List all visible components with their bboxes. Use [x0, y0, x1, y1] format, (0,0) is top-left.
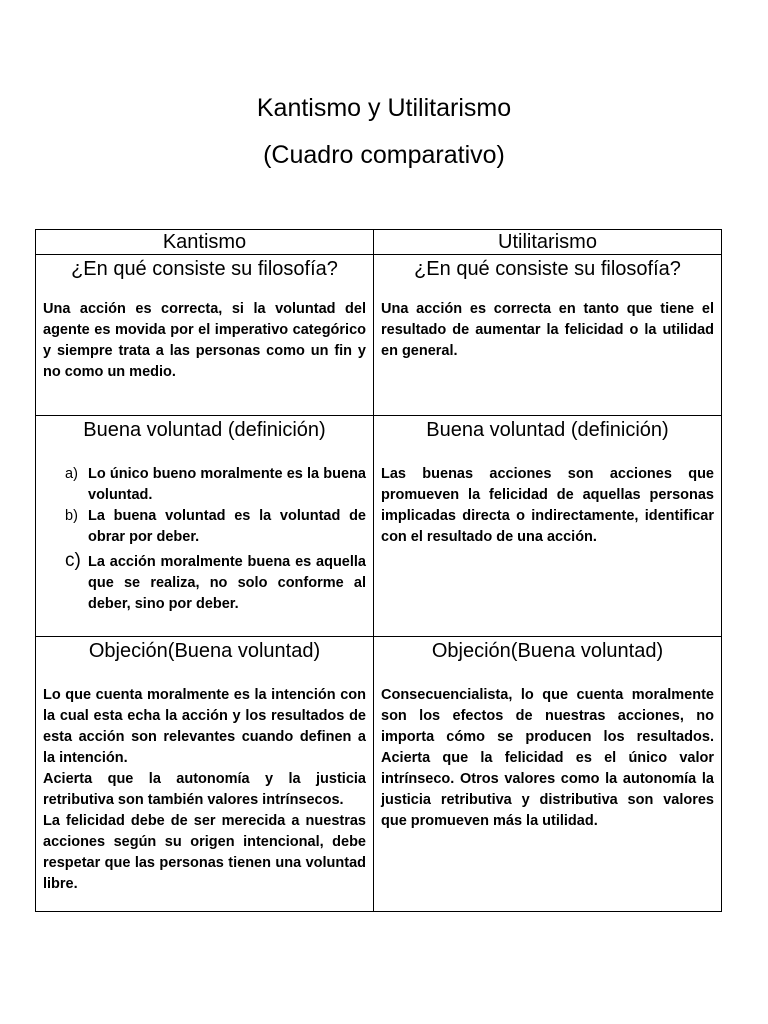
- row-heading: Objeción(Buena voluntad): [431, 640, 664, 662]
- list-item: [65, 506, 366, 548]
- paragraph: Acierta que la autonomía y la justicia retributiva son también valores intrínsecos.: [43, 771, 366, 808]
- paragraph: Lo que cuenta moralmente es la intención con la cual esta echa la acción y los resultados de esta acción son relevantes cuando definen a la intención.: [43, 687, 366, 766]
- utilitarismo-buena-voluntad-cell: [374, 416, 722, 637]
- cell-text: Las buenas acciones son acciones que promueven la felicidad de aquellas personas implicadas directa o indirectamente, identificar con el resultado de una acción.: [381, 466, 714, 545]
- document-title: Kantismo y Utilitarismo: [256, 94, 512, 122]
- table-row: [36, 637, 722, 912]
- list-item-text: Lo único bueno moralmente es la buena voluntad.: [88, 466, 366, 503]
- table-row: [36, 255, 722, 416]
- list-item: [65, 464, 366, 506]
- row-heading: Buena voluntad (definición): [83, 419, 326, 441]
- paragraph: La felicidad debe de ser merecida a nuestras acciones según su origen intencional, debe respetar que las personas tienen una voluntad libre.: [43, 813, 366, 892]
- list-item-text: La acción moralmente buena es aquella que se realiza, no solo conforme al deber, sino por deber.: [88, 554, 366, 612]
- list-item-text: La buena voluntad es la voluntad de obrar por deber.: [88, 508, 366, 545]
- list-marker: c): [65, 550, 81, 571]
- comparison-table: [35, 229, 722, 912]
- table-row: [36, 416, 722, 637]
- utilitarismo-objecion-cell: [374, 637, 722, 912]
- row-heading: ¿En qué consiste su filosofía?: [71, 258, 338, 280]
- table-header-row: [36, 230, 722, 255]
- cell-text: Una acción es correcta en tanto que tiene el resultado de aumentar la felicidad o la utilidad en general.: [381, 301, 714, 359]
- kantismo-filosofia-cell: [36, 255, 374, 416]
- row-heading: Objeción(Buena voluntad): [88, 640, 321, 662]
- document-subtitle: (Cuadro comparativo): [263, 141, 505, 169]
- row-heading: Buena voluntad (definición): [426, 419, 669, 441]
- row-heading: ¿En qué consiste su filosofía?: [414, 258, 681, 280]
- kantismo-objecion-cell: [36, 637, 374, 912]
- cell-text: Consecuencialista, lo que cuenta moralmente son los efectos de nuestras acciones, no importa cómo se producen los resultados. Acierta que la felicidad es el único valor intrínseco. Otros valores como la autonomía la justicia retributiva y distributiva son valores que promueven más la utilidad.: [381, 687, 714, 829]
- kantismo-buena-voluntad-cell: [36, 416, 374, 637]
- list-marker: a): [65, 466, 78, 482]
- definition-list: [43, 464, 366, 615]
- column-header-utilitarismo: Utilitarismo: [374, 230, 722, 255]
- utilitarismo-filosofia-cell: [374, 255, 722, 416]
- cell-text: Una acción es correcta, si la voluntad del agente es movida por el imperativo categórico y siempre trata a las personas como un fin y no como un medio.: [43, 301, 366, 380]
- list-item: [65, 552, 366, 615]
- cell-text: [43, 685, 366, 895]
- column-header-kantismo: Kantismo: [36, 230, 374, 255]
- list-marker: b): [65, 508, 78, 524]
